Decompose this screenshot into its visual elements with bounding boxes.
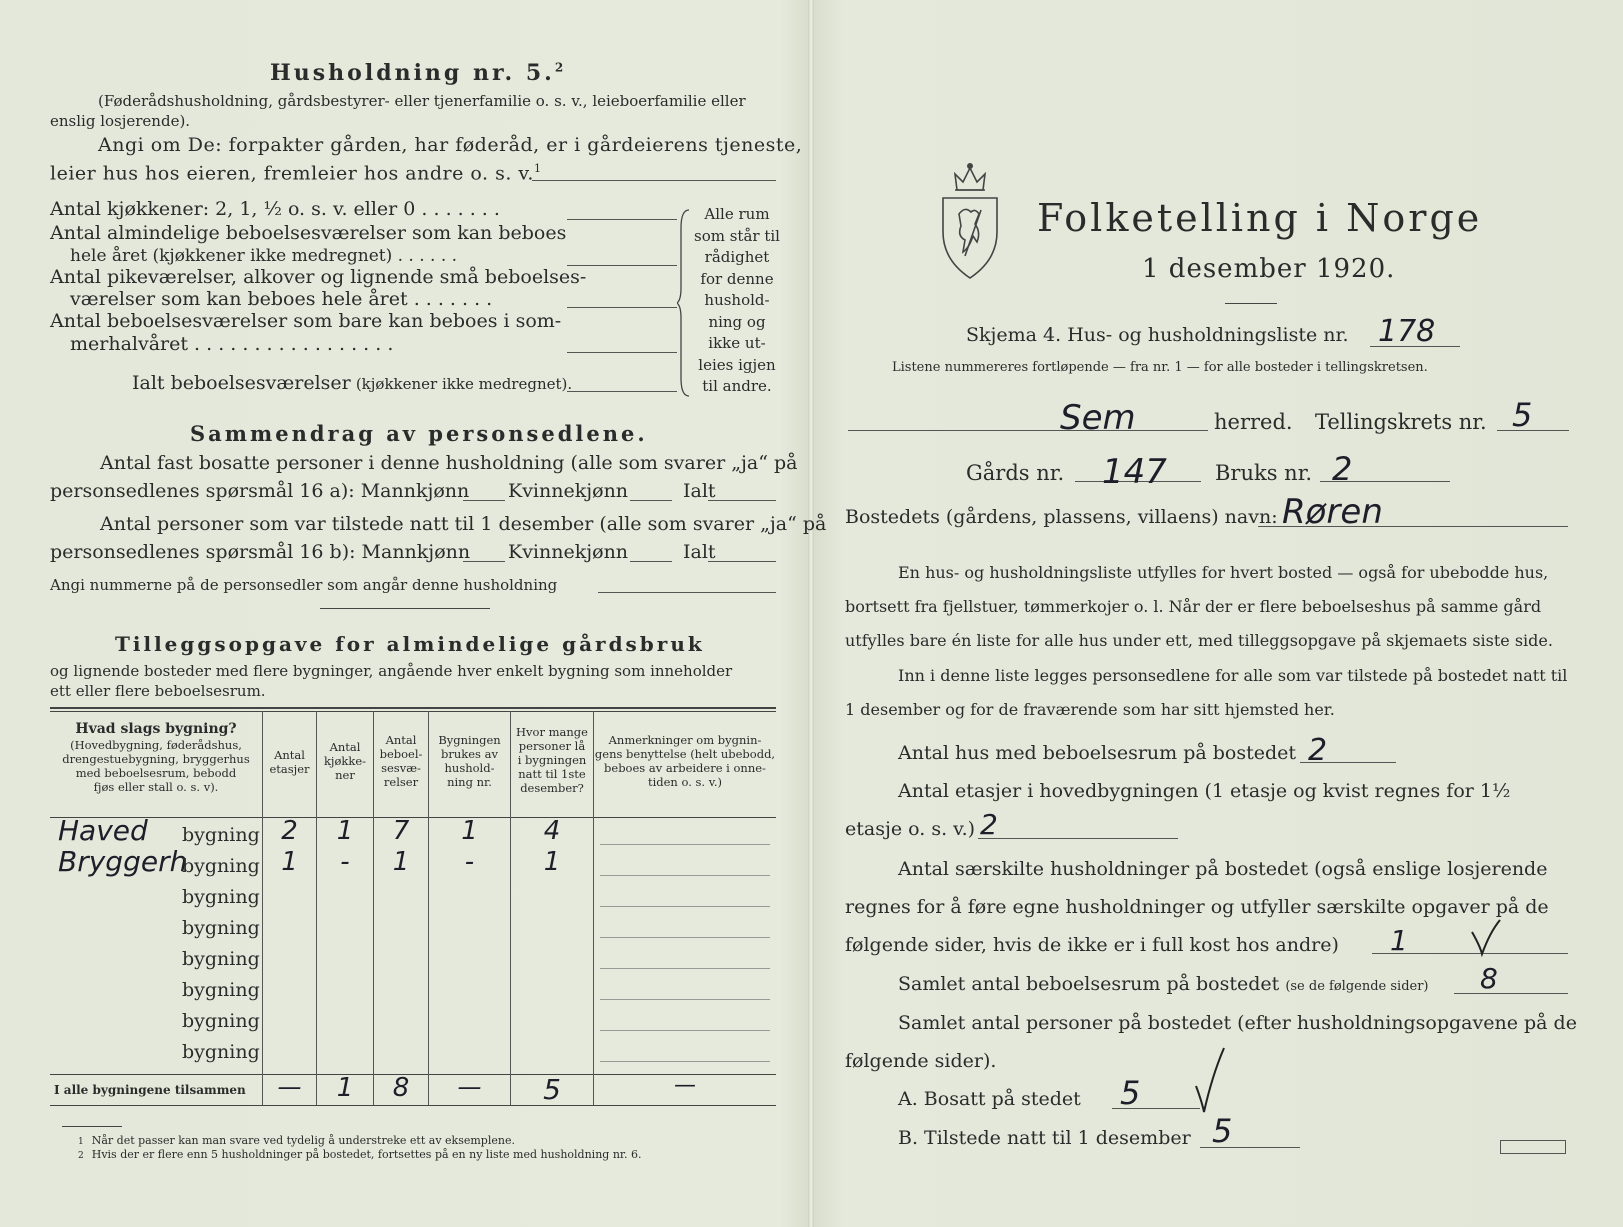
building-suffix: bygning bbox=[182, 1041, 260, 1063]
cell-kjokkener: - bbox=[340, 847, 350, 877]
divider bbox=[320, 608, 490, 609]
building-name: Haved bbox=[58, 814, 148, 847]
anmerkning-line bbox=[600, 906, 770, 907]
summary-title: Sammendrag av personsedlene. bbox=[190, 421, 648, 446]
total-label: I alle bygningene tilsammen bbox=[54, 1083, 246, 1097]
sum-a-kvinne-line bbox=[630, 500, 672, 501]
gards-label: Gårds nr. bbox=[966, 461, 1065, 485]
footnote-2: 2 Hvis der er flere enn 5 husholdninger på bostedet, fortsettes på en ny liste med husholdning nr. 6. bbox=[78, 1148, 642, 1161]
tillegg-line-2: ett eller flere beboelsesrum. bbox=[50, 682, 266, 700]
table-bottom-rule bbox=[50, 1105, 776, 1106]
household-note-2: enslig losjerende). bbox=[50, 112, 191, 130]
cell-husholdning: 1 bbox=[461, 816, 478, 846]
checkmark-icon bbox=[1192, 1046, 1226, 1116]
total-anmerkninger: — bbox=[674, 1073, 696, 1098]
almindelige-line-1: Antal almindelige beboelsesværelser som kan beboes bbox=[50, 222, 567, 244]
ialt-answer-line bbox=[567, 391, 677, 392]
tilstede-label: B. Tilstede natt til 1 desember bbox=[898, 1127, 1191, 1149]
sommer-answer-line bbox=[567, 352, 677, 353]
samlet-pers-line-1: Samlet antal personer på bostedet (efter husholdningsopgavene på de bbox=[898, 1012, 1577, 1034]
total-etasjer: — bbox=[277, 1073, 302, 1101]
tilstede-value: 5 bbox=[1212, 1112, 1233, 1150]
anmerkning-line bbox=[600, 875, 770, 876]
etasjer-line-2: etasje o. s. v.) bbox=[845, 818, 976, 840]
samlet-rum-value: 8 bbox=[1480, 962, 1498, 995]
summary-a-line-1: Antal fast bosatte personer i denne husholdning (alle som svarer „ja“ på bbox=[100, 452, 798, 474]
etasjer-answer-line bbox=[978, 838, 1178, 839]
sum-a-ialt-line bbox=[708, 500, 776, 501]
brace-note: Alle rum som står til rådighet for denne hushold- ning og ikke ut- leies igjen til andre. bbox=[694, 205, 780, 395]
saer-line-2: regnes for å føre egne husholdninger og utfyller særskilte opgaver på de bbox=[845, 896, 1549, 918]
footnote-rule bbox=[62, 1126, 122, 1127]
bosatt-label: A. Bosatt på stedet bbox=[898, 1088, 1081, 1110]
etasjer-value: 2 bbox=[980, 808, 998, 841]
table-top-rule-2 bbox=[50, 711, 776, 712]
sommer-line-1: Antal beboelsesværelser som bare kan beboes i som- bbox=[50, 310, 562, 332]
saer-line-3: følgende sider, hvis de ikke er i full kost hos andre) bbox=[845, 934, 1339, 956]
cell-etasjer: 2 bbox=[281, 816, 298, 846]
kjokkener-label: Antal kjøkkener: 2, 1, ½ o. s. v. eller 0 . . . . . . . bbox=[50, 198, 500, 220]
nummerne-line bbox=[598, 592, 776, 593]
summary-b-kvinne: Kvinnekjønn bbox=[508, 541, 629, 563]
summary-b-ialt: Ialt bbox=[683, 541, 716, 563]
summary-a-line-2: personsedlenes spørsmål 16 a): Mannkjønn bbox=[50, 480, 470, 502]
cell-vaerelser: 7 bbox=[392, 816, 410, 846]
building-suffix: bygning bbox=[182, 1010, 260, 1032]
saer-line-1: Antal særskilte husholdninger på bostedet (også enslige losjerende bbox=[898, 858, 1548, 880]
herred-value: Sem bbox=[1060, 398, 1136, 438]
summary-b-line-2: personsedlenes spørsmål 16 b): Mannkjønn bbox=[50, 541, 471, 563]
title-divider bbox=[1225, 303, 1277, 304]
cell-kjokkener: 1 bbox=[336, 816, 354, 846]
building-suffix: bygning bbox=[182, 855, 260, 877]
samlet-rum-line bbox=[1454, 993, 1568, 994]
kjokkener-answer-line bbox=[567, 219, 677, 220]
angi-line-2: leier hus hos eieren, fremleier hos andre o. s. v.$^1$ bbox=[50, 162, 542, 185]
saer-value: 1 bbox=[1390, 924, 1408, 957]
anmerkning-line bbox=[600, 937, 770, 938]
info-line-5: 1 desember og for de fraværende som har sitt hjemsted her. bbox=[845, 700, 1335, 719]
ialt-label: Ialt beboelsesværelser (kjøkkener ikke medregnet). bbox=[132, 372, 573, 394]
cell-personer: 1 bbox=[543, 847, 561, 877]
col-header-vaerelser: Antal beboel- sesvæ- relser bbox=[379, 733, 423, 789]
form-date: 1 desember 1920. bbox=[1142, 254, 1396, 284]
col-header-etasjer: Antal etasjer bbox=[269, 748, 310, 776]
herred-line bbox=[848, 430, 1208, 431]
printer-stamp bbox=[1500, 1140, 1566, 1154]
col-header-husholdning: Bygningen brukes av hushold- ning nr. bbox=[438, 733, 501, 789]
bruks-value: 2 bbox=[1332, 450, 1353, 488]
listene-note: Listene nummereres fortløpende — fra nr. 1 — for alle bosteder i tellingskretsen. bbox=[892, 360, 1428, 375]
summary-a-kvinne: Kvinnekjønn bbox=[508, 480, 629, 502]
tillegg-title: Tilleggsopgave for almindelige gårdsbruk bbox=[115, 632, 705, 656]
total-husholdning: — bbox=[457, 1073, 482, 1101]
bruks-label: Bruks nr. bbox=[1215, 461, 1313, 485]
samlet-pers-line-2: følgende sider). bbox=[845, 1050, 997, 1072]
tellingskrets-line bbox=[1497, 430, 1569, 431]
nummerne-label: Angi nummerne på de personsedler som angår denne husholdning bbox=[50, 576, 558, 594]
info-line-1: En hus- og husholdningsliste utfylles for hvert bosted — også for ubebodde hus, bbox=[898, 563, 1549, 582]
brace-icon bbox=[677, 208, 691, 398]
summary-b-line-1: Antal personer som var tilstede natt til 1 desember (alle som svarer „ja“ på bbox=[100, 513, 827, 535]
form-title: Folketelling i Norge bbox=[1037, 196, 1483, 240]
tellingskrets-value: 5 bbox=[1512, 396, 1533, 434]
col-header-personer: Hvor mange personer lå i bygningen natt til 1ste desember? bbox=[516, 725, 588, 795]
total-personer: 5 bbox=[543, 1073, 561, 1106]
building-suffix: bygning bbox=[182, 917, 260, 939]
anmerkning-line bbox=[600, 968, 770, 969]
checkmark-icon bbox=[1468, 918, 1502, 958]
bosted-label: Bostedets (gårdens, plassens, villaens) navn: bbox=[845, 506, 1278, 528]
skjema-value: 178 bbox=[1378, 314, 1436, 349]
sum-b-ialt-line bbox=[708, 561, 776, 562]
anmerkning-line bbox=[600, 999, 770, 1000]
household-title: Husholdning nr. 5.$^2$ bbox=[270, 60, 567, 86]
pike-answer-line bbox=[567, 307, 677, 308]
etasjer-line-1: Antal etasjer i hovedbygningen (1 etasje og kvist regnes for 1½ bbox=[898, 780, 1511, 802]
anmerkning-line bbox=[600, 1030, 770, 1031]
samlet-rum-label: Samlet antal beboelsesrum på bostedet (se de følgende sider) bbox=[898, 973, 1429, 995]
building-suffix: bygning bbox=[182, 948, 260, 970]
page-fold bbox=[808, 0, 814, 1227]
col-header-anmerkninger: Anmerkninger om bygnin- gens benyttelse (helt ubebodd, beboes av arbeidere i onne- tiden o. s. v.) bbox=[594, 733, 776, 789]
herred-label: herred. bbox=[1214, 410, 1293, 434]
tellingskrets-label: Tellingskrets nr. bbox=[1315, 410, 1487, 434]
total-kjokkener: 1 bbox=[336, 1073, 354, 1103]
building-suffix: bygning bbox=[182, 886, 260, 908]
sommer-line-2: merhalvåret . . . . . . . . . . . . . . . . . bbox=[70, 333, 394, 355]
anmerkning-line bbox=[600, 1061, 770, 1062]
total-vaerelser: 8 bbox=[392, 1073, 410, 1103]
hus-label: Antal hus med beboelsesrum på bostedet bbox=[898, 742, 1297, 764]
col-header-type: Hvad slags bygning? (Hovedbygning, føderådshus, drengestuebygning, bryggerhus med beboelsesrum, bebodd fjøs eller stall o. s. v). bbox=[62, 721, 250, 794]
cell-etasjer: 1 bbox=[281, 847, 298, 877]
info-line-3: utfylles bare én liste for alle hus under ett, med tilleggsopgave på skjemaets siste side. bbox=[845, 631, 1553, 650]
cell-personer: 4 bbox=[543, 816, 561, 846]
sum-a-mann-line bbox=[463, 500, 505, 501]
cell-vaerelser: 1 bbox=[392, 847, 410, 877]
sum-b-mann-line bbox=[463, 561, 505, 562]
tillegg-line-1: og lignende bosteder med flere bygninger, angående hver enkelt bygning som inneholder bbox=[50, 662, 733, 680]
building-suffix: bygning bbox=[182, 824, 260, 846]
bosted-value: Røren bbox=[1282, 492, 1383, 532]
building-suffix: bygning bbox=[182, 979, 260, 1001]
sum-b-kvinne-line bbox=[630, 561, 672, 562]
angi-line-1: Angi om De: forpakter gården, har føderåd, er i gårdeierens tjeneste, bbox=[98, 134, 803, 156]
info-line-4: Inn i denne liste legges personsedlene for alle som var tilstede på bostedet natt til bbox=[898, 666, 1568, 685]
footnote-1: 1 Når det passer kan man svare ved tydelig å understreke ett av eksemplene. bbox=[78, 1134, 515, 1147]
pike-line-2: værelser som kan beboes hele året . . . . . . . bbox=[70, 288, 493, 310]
cell-husholdning: - bbox=[464, 847, 475, 877]
almindelige-line-2: hele året (kjøkkener ikke medregnet) . . . . . . bbox=[70, 246, 458, 266]
household-note-1: (Føderådshusholdning, gårdsbestyrer- eller tjenerfamilie o. s. v., leieboerfamilie eller bbox=[98, 92, 746, 110]
bosatt-value: 5 bbox=[1120, 1074, 1141, 1112]
hus-value: 2 bbox=[1308, 733, 1328, 768]
angi-answer-line bbox=[532, 180, 776, 181]
building-name: Bryggerh bbox=[58, 845, 188, 878]
skjema-label: Skjema 4. Hus- og husholdningsliste nr. bbox=[966, 324, 1349, 346]
anmerkning-line bbox=[600, 844, 770, 845]
gards-value: 147 bbox=[1102, 452, 1167, 492]
table-top-rule bbox=[50, 707, 776, 709]
summary-a-ialt: Ialt bbox=[683, 480, 716, 502]
norway-coat-of-arms-icon bbox=[935, 160, 1005, 285]
info-line-2: bortsett fra fjellstuer, tømmerkojer o. l. Når der er flere beboelseshus på samme gård bbox=[845, 597, 1542, 616]
col-header-kjokkener: Antal kjøkke- ner bbox=[323, 740, 367, 782]
pike-line-1: Antal pikeværelser, alkover og lignende små beboelses- bbox=[50, 266, 587, 288]
